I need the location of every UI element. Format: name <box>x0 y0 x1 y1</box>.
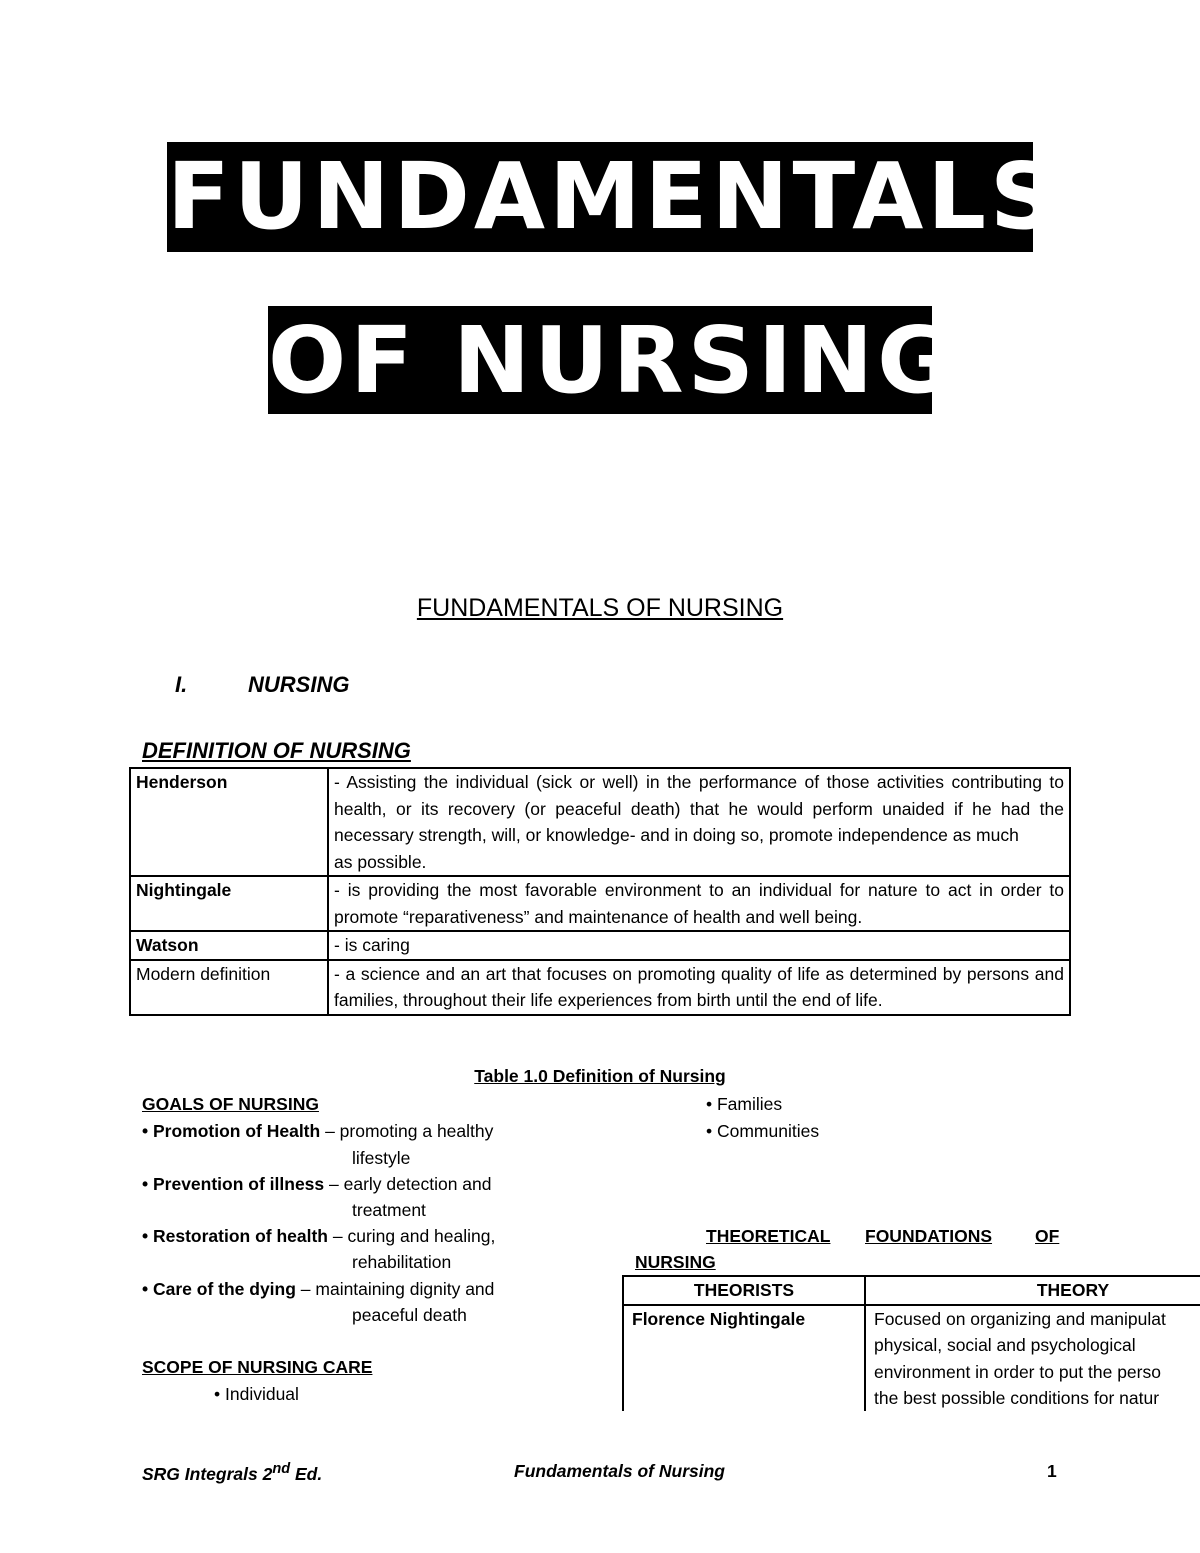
theoretical-heading-word: OF <box>1035 1226 1060 1246</box>
definition-name: Nightingale <box>130 876 328 931</box>
page-number: 1 <box>1047 1461 1057 1481</box>
definition-text: - a science and an art that focuses on promoting quality of life as determined by persons and families, throughout their life experiences from birth until the end of life. <box>328 960 1070 1015</box>
goals-heading: GOALS OF NURSING <box>142 1094 319 1114</box>
table-caption: Table 1.0 Definition of Nursing <box>474 1066 726 1086</box>
table-row <box>623 1305 1200 1412</box>
theorist-name: Florence Nightingale <box>623 1305 865 1412</box>
theory-table <box>622 1275 1200 1411</box>
list-item: • Communities <box>706 1121 820 1141</box>
cover-title-line-2: OF NURSING <box>268 307 957 414</box>
theoretical-heading-word: NURSING <box>635 1252 716 1272</box>
definition-table <box>129 767 1071 1016</box>
definition-name: Henderson <box>130 768 328 876</box>
list-item-continuation: treatment <box>352 1200 426 1220</box>
table-row <box>130 931 1070 960</box>
definition-text: - is providing the most favorable environment to an individual for nature to act in order to promote “reparativeness” and maintenance of health and well being. <box>328 876 1070 931</box>
theoretical-heading-word: THEORETICAL <box>706 1226 831 1246</box>
section-number: I. <box>175 672 188 697</box>
list-item: • Restoration of health – curing and healing, <box>142 1226 496 1246</box>
list-item: • Promotion of Health – promoting a healthy <box>142 1121 494 1141</box>
definition-name: Modern definition <box>130 960 328 1015</box>
column-header: THEORISTS <box>623 1276 865 1305</box>
list-item: • Prevention of illness – early detection and <box>142 1174 492 1194</box>
theoretical-heading-word: FOUNDATIONS <box>865 1226 993 1246</box>
theory-text: Focused on organizing and manipulat physical, social and psychological environment in order to put the perso the best possible conditions for natur <box>865 1305 1200 1412</box>
definition-text: - Assisting the individual (sick or well) in the performance of those activities contributing to health, or its recovery (or peaceful death) that he would perform unaided if he had the necessary strength, will, or knowledge- and in doing so, promote independence as much as possible. <box>328 768 1070 876</box>
definition-name: Watson <box>130 931 328 960</box>
document-heading: FUNDAMENTALS OF NURSING <box>416 594 784 622</box>
column-header: THEORY <box>865 1276 1200 1305</box>
theory-table-viewport <box>622 1275 1200 1411</box>
cover-title-line-1: FUNDAMENTALS <box>167 143 1061 250</box>
footer-edition: SRG Integrals 2nd Ed. <box>142 1461 323 1484</box>
list-item: • Individual <box>214 1384 299 1404</box>
list-item-continuation: rehabilitation <box>352 1252 452 1272</box>
table-row <box>130 960 1070 1015</box>
section-title: NURSING <box>248 672 350 697</box>
list-item: • Care of the dying – maintaining dignity and <box>142 1279 495 1299</box>
scope-heading: SCOPE OF NURSING CARE <box>142 1357 373 1377</box>
table-row <box>130 768 1070 876</box>
list-item-continuation: peaceful death <box>352 1305 467 1325</box>
list-item: • Families <box>706 1094 783 1114</box>
definition-heading: DEFINITION OF NURSING <box>142 738 411 763</box>
footer-title: Fundamentals of Nursing <box>514 1461 725 1481</box>
table-header-row <box>623 1276 1200 1305</box>
definition-text: - is caring <box>328 931 1070 960</box>
list-item-continuation: lifestyle <box>352 1148 411 1168</box>
table-row <box>130 876 1070 931</box>
